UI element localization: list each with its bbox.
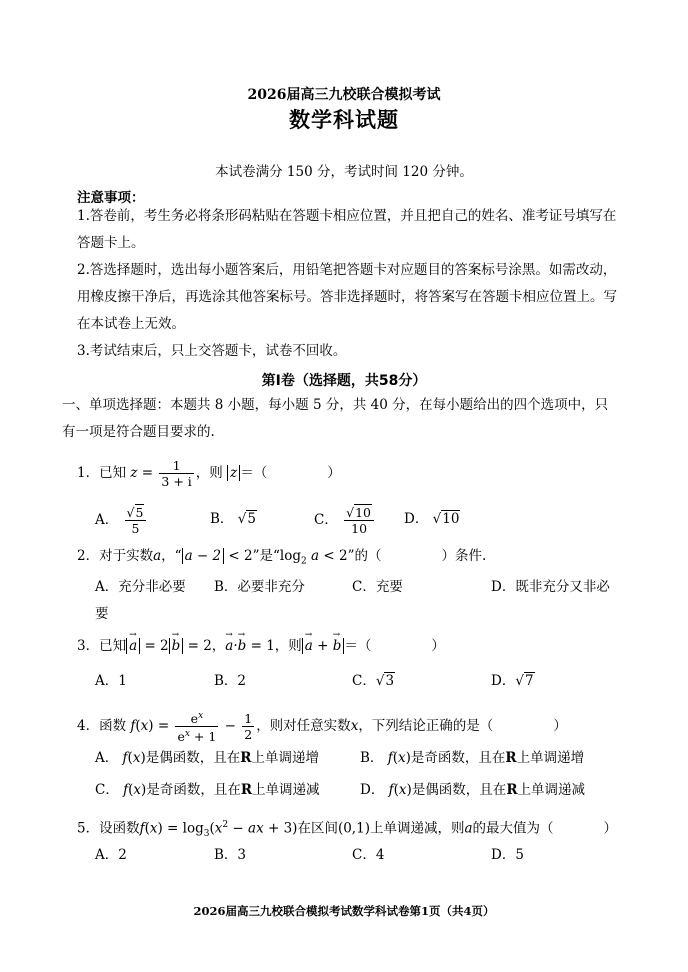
notice-item-3: 3.考试结束后，只上交答题卡，试卷不回收。 [77,343,347,359]
section-intro: 一、单项选择题：本题共 8 小题，每小题 5 分，共 40 分，在每小题给出的四个选项中，只有一项是符合题目要求的. [62,397,609,440]
q1-option-b: B． √5 [210,511,256,527]
q1-option-d: D． √10 [404,511,460,527]
notice-item-1: 1.答卷前，考生务必将条形码粘贴在答题卡相应位置，并且把自己的姓名、准考证号填写在答题卡上。 [77,208,617,251]
q1-option-a: A． $\frac{√5}{5}$ [95,505,148,536]
q2-option-d: D．既非充分又非必 [491,579,610,595]
question-1: 1．已知 z = $\frac{1}{3 + i}$ ，则 z ＝（ ） [77,458,341,489]
exam-title: 2026届高三九校联合模拟考试 [247,87,441,103]
q5-option-c: C．4 [352,847,385,863]
question-3: 3．已知→ a = 2→ b = 2，→ a·→ b = 1，则→ a + → b ＝（ ） [77,637,445,655]
q4-option-d: D． f(x)是偶函数，且在R上单调递减 [360,782,586,798]
q2-option-a: A．充分非必要 [95,579,186,595]
subject-title: 数学科试题 [289,107,399,132]
q3-option-c: C．√3 [352,673,395,689]
q2-option-d-wrap: 要 [95,606,109,622]
question-5: 5．设函数$f(x) = \log_3(x^2$ − ax + 3)在区间(0,1)上单调递减，则a的最大值为（ ） [77,820,618,840]
section-title: 第Ⅰ卷（选择题，共58分） [261,373,427,389]
notice-title: 注意事项： [77,190,145,206]
q2-option-b: B．必要非充分 [214,579,305,595]
q5-option-d: D．5 [491,847,524,863]
q5-option-b: B．3 [214,847,247,863]
q3-option-d: D．√7 [491,673,534,689]
exam-info: 本试卷满分 150 分，考试时间 120 分钟。 [215,164,473,180]
page-footer: 2026届高三九校联合模拟考试数学科试卷第1页（共4页） [193,904,495,918]
question-4: 4．函数 f(x) = $\frac{e^x}{e^x + 1}$ − $\frac{1}{2}$ ，则对任意实数x，下列结论正确的是（ ） [77,711,567,745]
q1-option-c: C． $\frac{√10}{10}$ [314,505,376,536]
question-2: 2．对于实数a，“ a − 2 < 2”是“$\log_2$ a < 2”的（ ）条件. [77,548,487,567]
notice-item-2: 2.答选择题时，选出每小题答案后，用铅笔把答题卡对应题目的答案标号涂黑。如需改动，用橡皮擦干净后，再选涂其他答案标号。答非选择题时，将答案写在答题卡相应位置上。写在本试卷上无效。 [77,262,617,332]
q5-option-a: A．2 [95,847,127,863]
q4-option-b: B． f(x)是奇函数，且在R上单调递增 [360,750,585,766]
q4-option-a: A． f(x)是偶函数，且在R上单调递增 [95,750,319,766]
q3-option-a: A．1 [95,673,127,689]
q3-option-b: B．2 [214,673,247,689]
q2-option-c: C．充要 [352,579,403,595]
q4-option-c: C． f(x)是奇函数，且在R上单调递减 [95,782,320,798]
